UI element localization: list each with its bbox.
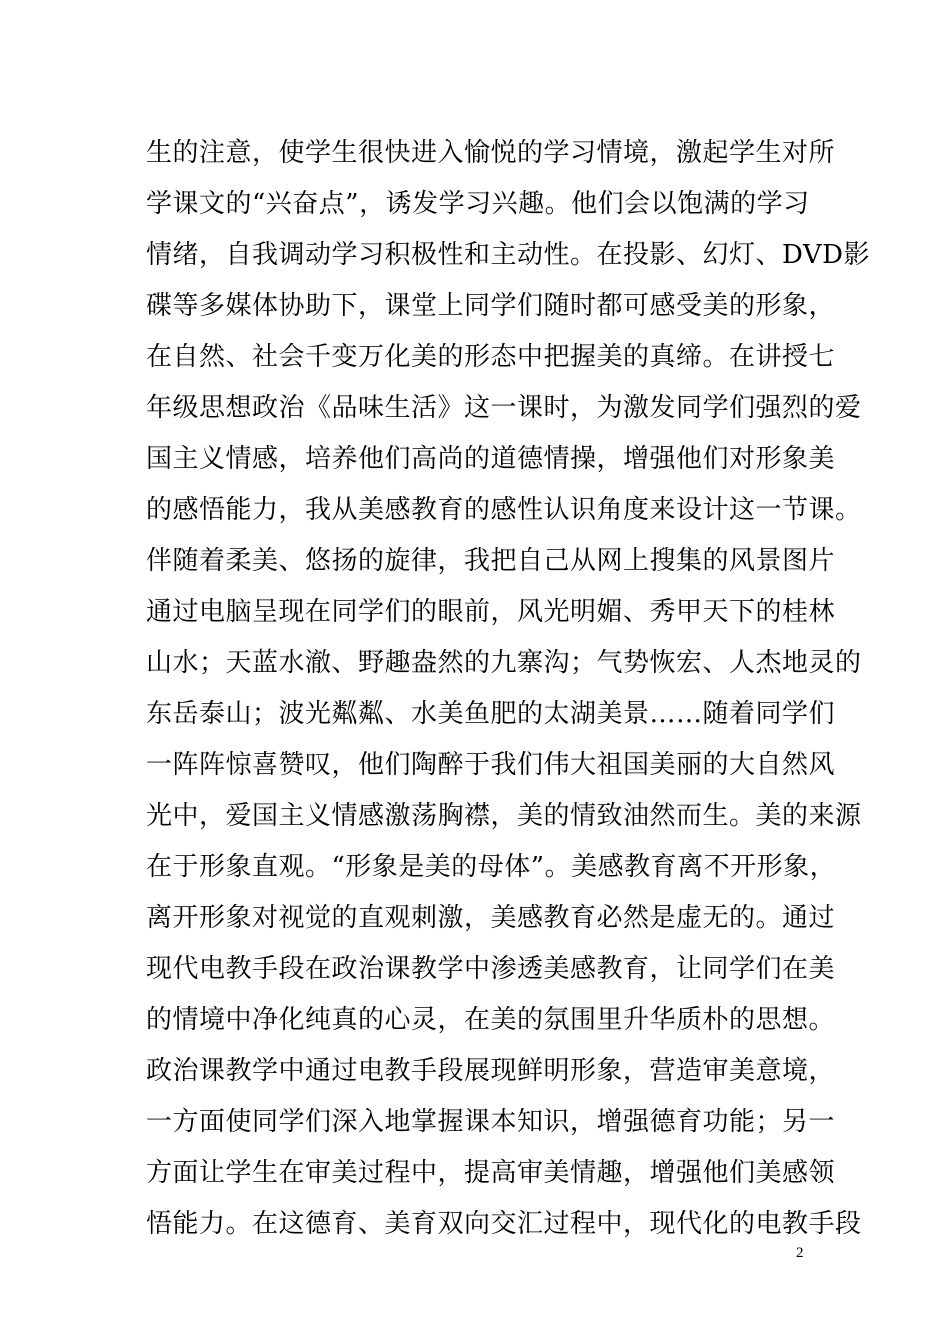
text-line: 山水；天蓝水澈、野趣盎然的九寨沟；气势恢宏、人杰地灵的 (146, 648, 862, 678)
text-line: 离开形象对视觉的直观刺激，美感教育必然是虚无的。通过 (146, 903, 836, 933)
text-line: 情绪，自我调动学习积极性和主动性。在投影、幻灯、DVD影 (146, 240, 871, 270)
text-line: 的情境中净化纯真的心灵，在美的氛围里升华质朴的思想。 (146, 1005, 836, 1035)
text-line: 一方面使同学们深入地掌握课本知识，增强德育功能；另一 (146, 1107, 836, 1137)
text-line: 现代电教手段在政治课教学中渗透美感教育，让同学们在美 (146, 954, 836, 984)
text-line: 东岳泰山；波光粼粼、水美鱼肥的太湖美景……随着同学们 (146, 699, 836, 729)
text-line: 政治课教学中通过电教手段展现鲜明形象，营造审美意境， (146, 1056, 836, 1086)
body-text (146, 128, 871, 1250)
text-line: 的感悟能力，我从美感教育的感性认识角度来设计这一节课。 (146, 495, 862, 525)
text-line: 光中，爱国主义情感激荡胸襟，美的情致油然而生。美的来源 (146, 801, 862, 831)
text-line: 生的注意，使学生很快进入愉悦的学习情境，激起学生对所 (146, 138, 836, 168)
text-line: 年级思想政治《品味生活》这一课时，为激发同学们强烈的爱 (146, 393, 862, 423)
text-line: 学课文的“兴奋点”，诱发学习兴趣。他们会以饱满的学习 (146, 189, 810, 219)
text-line: 在自然、社会千变万化美的形态中把握美的真缔。在讲授七 (146, 342, 836, 372)
text-line: 一阵阵惊喜赞叹，他们陶醉于我们伟大祖国美丽的大自然风 (146, 750, 836, 780)
text-line: 悟能力。在这德育、美育双向交汇过程中，现代化的电教手段 (146, 1209, 862, 1239)
page-number: 2 (796, 1245, 804, 1261)
text-line: 国主义情感，培养他们高尚的道德情操，增强他们对形象美 (146, 444, 836, 474)
text-line: 碟等多媒体协助下，课堂上同学们随时都可感受美的形象， (146, 291, 836, 321)
text-line: 在于形象直观。“形象是美的母体”。美感教育离不开形象， (146, 852, 837, 882)
text-line: 方面让学生在审美过程中，提高审美情趣，增强他们美感领 (146, 1158, 836, 1188)
text-line: 通过电脑呈现在同学们的眼前，风光明媚、秀甲天下的桂林 (146, 597, 836, 627)
text-line: 伴随着柔美、悠扬的旋律，我把自己从网上搜集的风景图片 (146, 546, 836, 576)
